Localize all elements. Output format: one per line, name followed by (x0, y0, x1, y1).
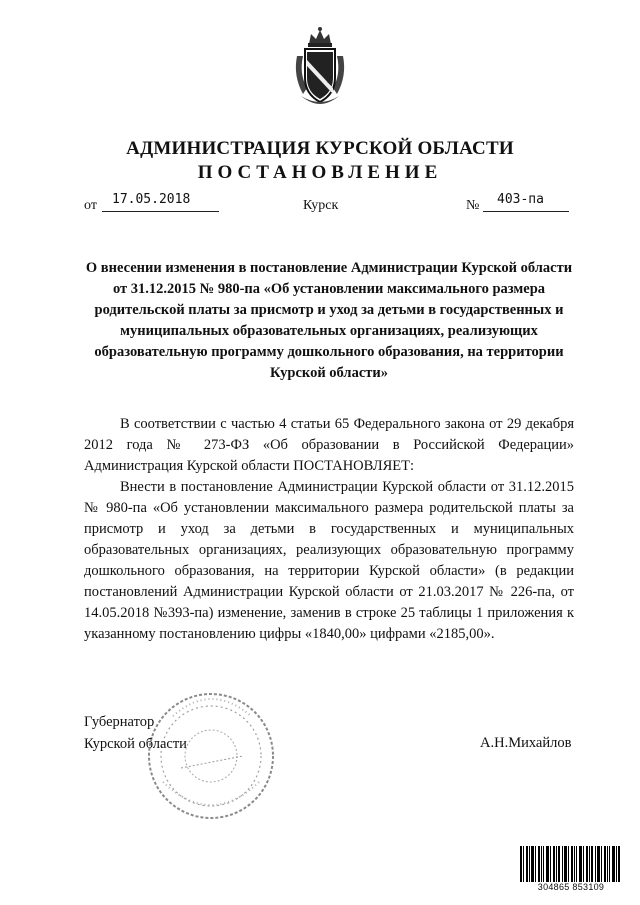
date-value: 17.05.2018 (112, 192, 191, 207)
document-title: О внесении изменения в постановление Администрации Курской области от 31.12.2015 № 980-па «Об установлении максимального размера родительской платы за присмотр и уход за детьми в государственных и муниципальных образовательных организациях, реализующих образовательную программу дошкольного образования, на территории Курской области» (85, 260, 573, 381)
document-body (84, 414, 574, 645)
date-label: от (84, 198, 97, 213)
organization-name: АДМИНИСТРАЦИЯ КУРСКОЙ ОБЛАСТИ (126, 138, 514, 159)
date-underline (102, 211, 219, 212)
number-value: 403-па (497, 192, 544, 207)
document-meta-row (0, 192, 640, 216)
official-seal-stamp (133, 686, 283, 826)
city-name: Курск (303, 198, 339, 213)
body-paragraph-1: В соответствии с частью 4 статьи 65 Федерального закона от 29 декабря 2012 года № 273-ФЗ «Об образовании в Российской Федерации» Администрация Курской области ПОСТАНОВЛЯЕТ: (84, 416, 574, 474)
body-paragraph-2: Внести в постановление Администрации Курской области от 31.12.2015 № 980-па «Об установлении максимального размера родительской платы за присмотр и уход за детьми в государственных и муниципальных образовательных организациях, реализующих образовательную программу дошкольного образования, на территории Курской области» (в редакции постановлений Администрации Курской области от 21.03.2017 № 226-па, от 14.05.2018 №393-па) изменение, заменив в строке 25 таблицы 1 приложения к указанному постановлению цифры «1840,00» цифрами «2185,00». (84, 479, 574, 642)
coat-of-arms-emblem (289, 26, 351, 106)
signatory-position-line-1: Губернатор (84, 714, 155, 730)
barcode-number: 304865 853109 (516, 882, 626, 892)
signatory-position (84, 711, 187, 755)
signatory-position-line-2: Курской области (84, 736, 187, 752)
number-underline (483, 211, 569, 212)
signatory-name: А.Н.Михайлов (480, 735, 572, 751)
number-label: № (466, 198, 480, 213)
document-type: ПОСТАНОВЛЕНИЕ (197, 162, 443, 183)
